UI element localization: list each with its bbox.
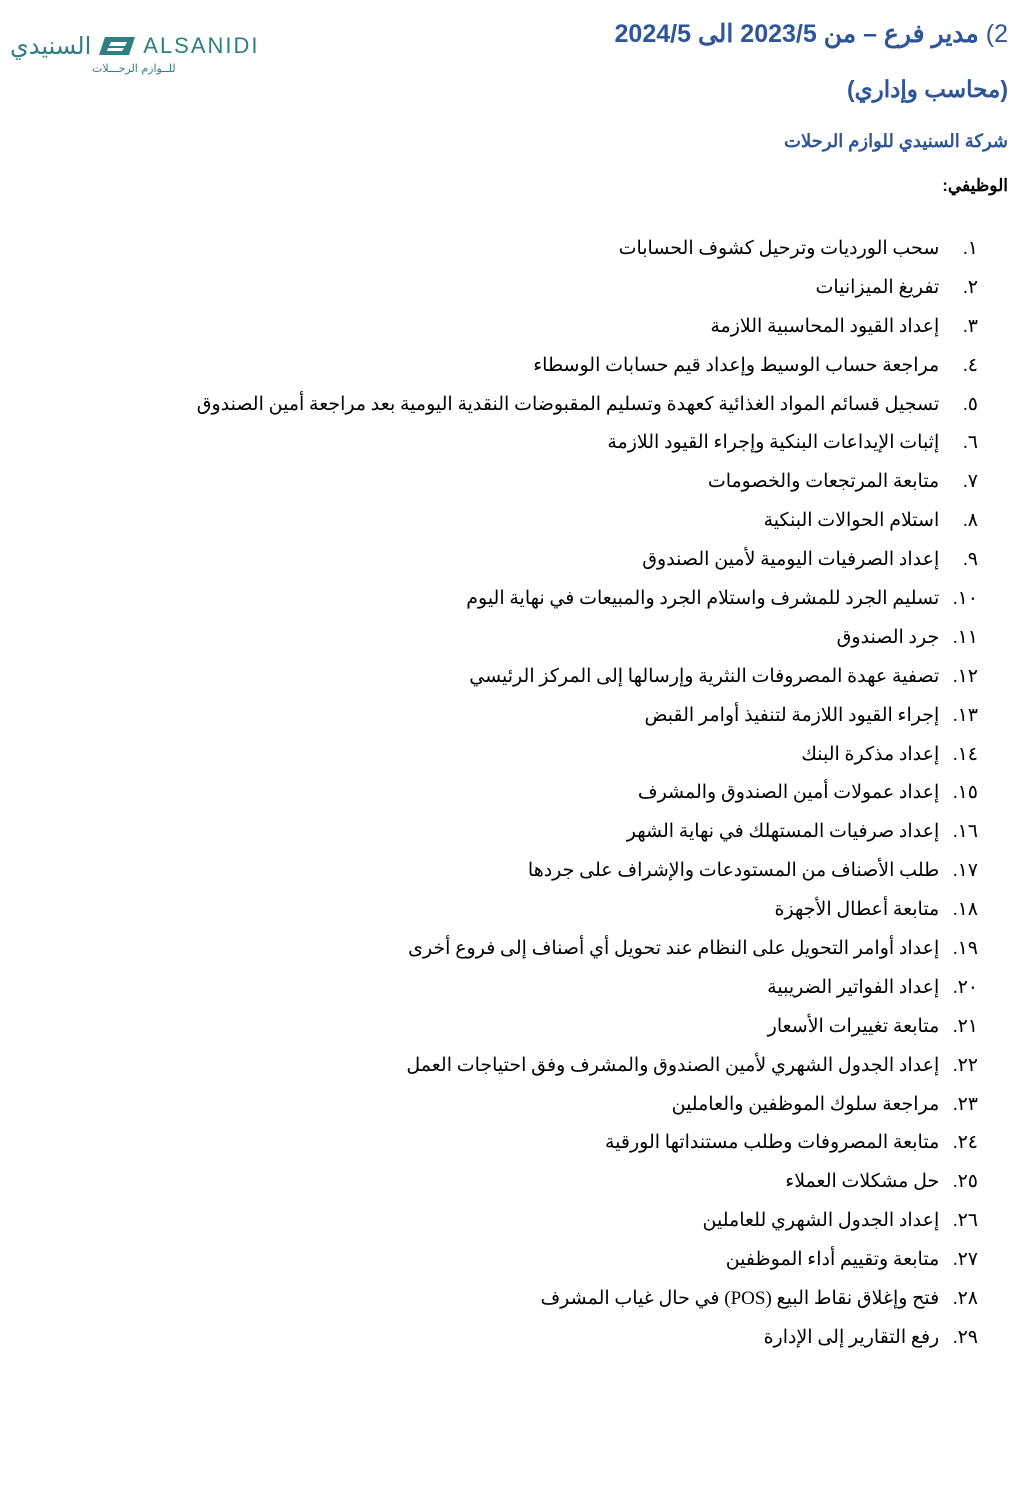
duty-number: ١١. (952, 626, 978, 648)
job-title-text: مدير فرع – من 2023/5 الى 2024/5 (614, 20, 979, 48)
duty-number: ٨. (963, 510, 978, 532)
duty-text: إعداد أوامر التحويل على النظام عند تحويل أي أصناف إلى فروع أخرى (408, 938, 940, 960)
company-name: شركة السنيدي للوازم الرحلات (784, 131, 1008, 151)
duty-item (198, 1202, 978, 1241)
duty-number: ٢٨. (952, 1288, 978, 1310)
duty-text: إعداد صرفيات المستهلك في نهاية الشهر (626, 821, 940, 843)
duty-number: ٢٧. (952, 1249, 978, 1271)
duty-text: جرد الصندوق (836, 626, 940, 648)
duty-text: رفع التقارير إلى الإدارة (763, 1326, 940, 1348)
duty-text: إعداد الجدول الشهري للعاملين (702, 1210, 940, 1232)
duty-number: ١٧. (952, 860, 978, 882)
duty-number: ١٦. (952, 821, 978, 843)
duty-number: ٢٢. (952, 1054, 978, 1076)
duty-text: متابعة أعطال الأجهزة (774, 899, 940, 921)
duty-number: ٢٤. (952, 1132, 978, 1154)
duty-text: إعداد القيود المحاسبية اللازمة (710, 315, 940, 337)
duty-item (198, 386, 978, 425)
logo-row (10, 30, 310, 62)
duty-item (198, 1008, 978, 1047)
duty-number: ٧. (963, 471, 978, 493)
duty-item (198, 347, 978, 386)
duty-text: إعداد الصرفيات اليومية لأمين الصندوق (642, 549, 940, 571)
logo-mark-icon (97, 33, 137, 59)
duty-number: ٥. (963, 393, 978, 415)
duty-text: متابعة وتقييم أداء الموظفين (725, 1249, 940, 1271)
duty-item (198, 619, 978, 658)
duty-text: إجراء القيود اللازمة لتنفيذ أوامر القبض (644, 704, 940, 726)
duty-item (198, 697, 978, 736)
duty-item (198, 1280, 978, 1319)
duty-item (198, 736, 978, 775)
duty-item (198, 541, 978, 580)
duty-number: ٢٣. (952, 1093, 978, 1115)
duty-number: ٢١. (952, 1015, 978, 1037)
duty-number: ٢. (963, 276, 978, 298)
duty-item (198, 813, 978, 852)
job-subtitle: (محاسب وإداري) (847, 76, 1008, 102)
duty-item (198, 269, 978, 308)
duty-number: ١٠. (952, 588, 978, 610)
duty-item (198, 308, 978, 347)
duty-number: ١٩. (952, 938, 978, 960)
duty-item (198, 658, 978, 697)
duty-number: ٢٩. (952, 1326, 978, 1348)
duty-text: فتح وإغلاق نقاط البيع (POS) في حال غياب المشرف (540, 1288, 940, 1310)
duty-item (198, 1319, 978, 1358)
job-header (368, 16, 1008, 151)
duty-number: ١٤. (952, 743, 978, 765)
duty-text: إعداد مذكرة البنك (801, 743, 940, 765)
section-heading: الوظيفي: (942, 176, 1008, 195)
duty-text: متابعة تغييرات الأسعار (767, 1015, 940, 1037)
duty-item (198, 774, 978, 813)
duty-item (198, 502, 978, 541)
company-logo (10, 30, 310, 80)
duty-text: إعداد الجدول الشهري لأمين الصندوق والمشرف وفق احتياجات العمل (406, 1054, 940, 1076)
duty-item (198, 1241, 978, 1280)
duty-number: ٣. (963, 315, 978, 337)
duty-number: ١. (963, 238, 978, 259)
duty-number: ١٣. (952, 704, 978, 726)
duty-number: ٩. (963, 549, 978, 571)
duty-text: مراجعة سلوك الموظفين والعاملين (671, 1093, 940, 1115)
logo-brand-arabic: السنيدي (10, 32, 92, 60)
duty-item (198, 852, 978, 891)
duty-item (198, 424, 978, 463)
duty-text: إعداد عمولات أمين الصندوق والمشرف (637, 782, 940, 804)
duty-item (198, 891, 978, 930)
duty-text: حل مشكلات العملاء (785, 1171, 940, 1193)
duty-item (198, 1086, 978, 1125)
duty-text: إثبات الإيداعات البنكية وإجراء القيود اللازمة (607, 432, 940, 454)
duties-list (198, 230, 978, 1358)
duty-item (198, 1124, 978, 1163)
duty-text: إعداد الفواتير الضريبية (767, 976, 940, 998)
duty-number: ٢٦. (952, 1210, 978, 1232)
duty-text: تفريغ الميزانيات (815, 276, 940, 298)
job-title (368, 16, 1008, 52)
duty-number: ٢٥. (952, 1171, 978, 1193)
logo-tagline: للــوازم الرحـــلات (92, 62, 176, 75)
duty-number: ٦. (963, 432, 978, 454)
duty-text: متابعة المرتجعات والخصومات (707, 471, 940, 493)
duty-text: مراجعة حساب الوسيط وإعداد قيم حسابات الوسطاء (533, 354, 940, 376)
logo-brand-english: ALSANIDI (143, 33, 260, 58)
duty-number: ٤. (963, 354, 978, 376)
duty-text: سحب الورديات وترحيل كشوف الحسابات (618, 238, 940, 259)
duty-number: ١٢. (952, 665, 978, 687)
duty-item (198, 969, 978, 1008)
duty-item (198, 580, 978, 619)
duty-item (198, 930, 978, 969)
duty-number: ٢٠. (952, 976, 978, 998)
duty-item (198, 1047, 978, 1086)
duty-item (198, 230, 978, 269)
duty-text: متابعة المصروفات وطلب مستنداتها الورقية (604, 1132, 940, 1154)
duty-item (198, 1163, 978, 1202)
duty-item (198, 463, 978, 502)
duty-text: طلب الأصناف من المستودعات والإشراف على جردها (527, 860, 940, 882)
duty-text: استلام الحوالات البنكية (763, 510, 940, 532)
duty-number: ١٨. (952, 899, 978, 921)
duty-number: ١٥. (952, 782, 978, 804)
duty-text: تصفية عهدة المصروفات النثرية وإرسالها إلى المركز الرئيسي (469, 665, 940, 687)
job-number: 2) (985, 20, 1008, 48)
duty-text: تسجيل قسائم المواد الغذائية كعهدة وتسليم المقبوضات النقدية اليومية بعد مراجعة أمين الصندوق (196, 393, 940, 415)
duty-text: تسليم الجرد للمشرف واستلام الجرد والمبيعات في نهاية اليوم (466, 588, 940, 610)
